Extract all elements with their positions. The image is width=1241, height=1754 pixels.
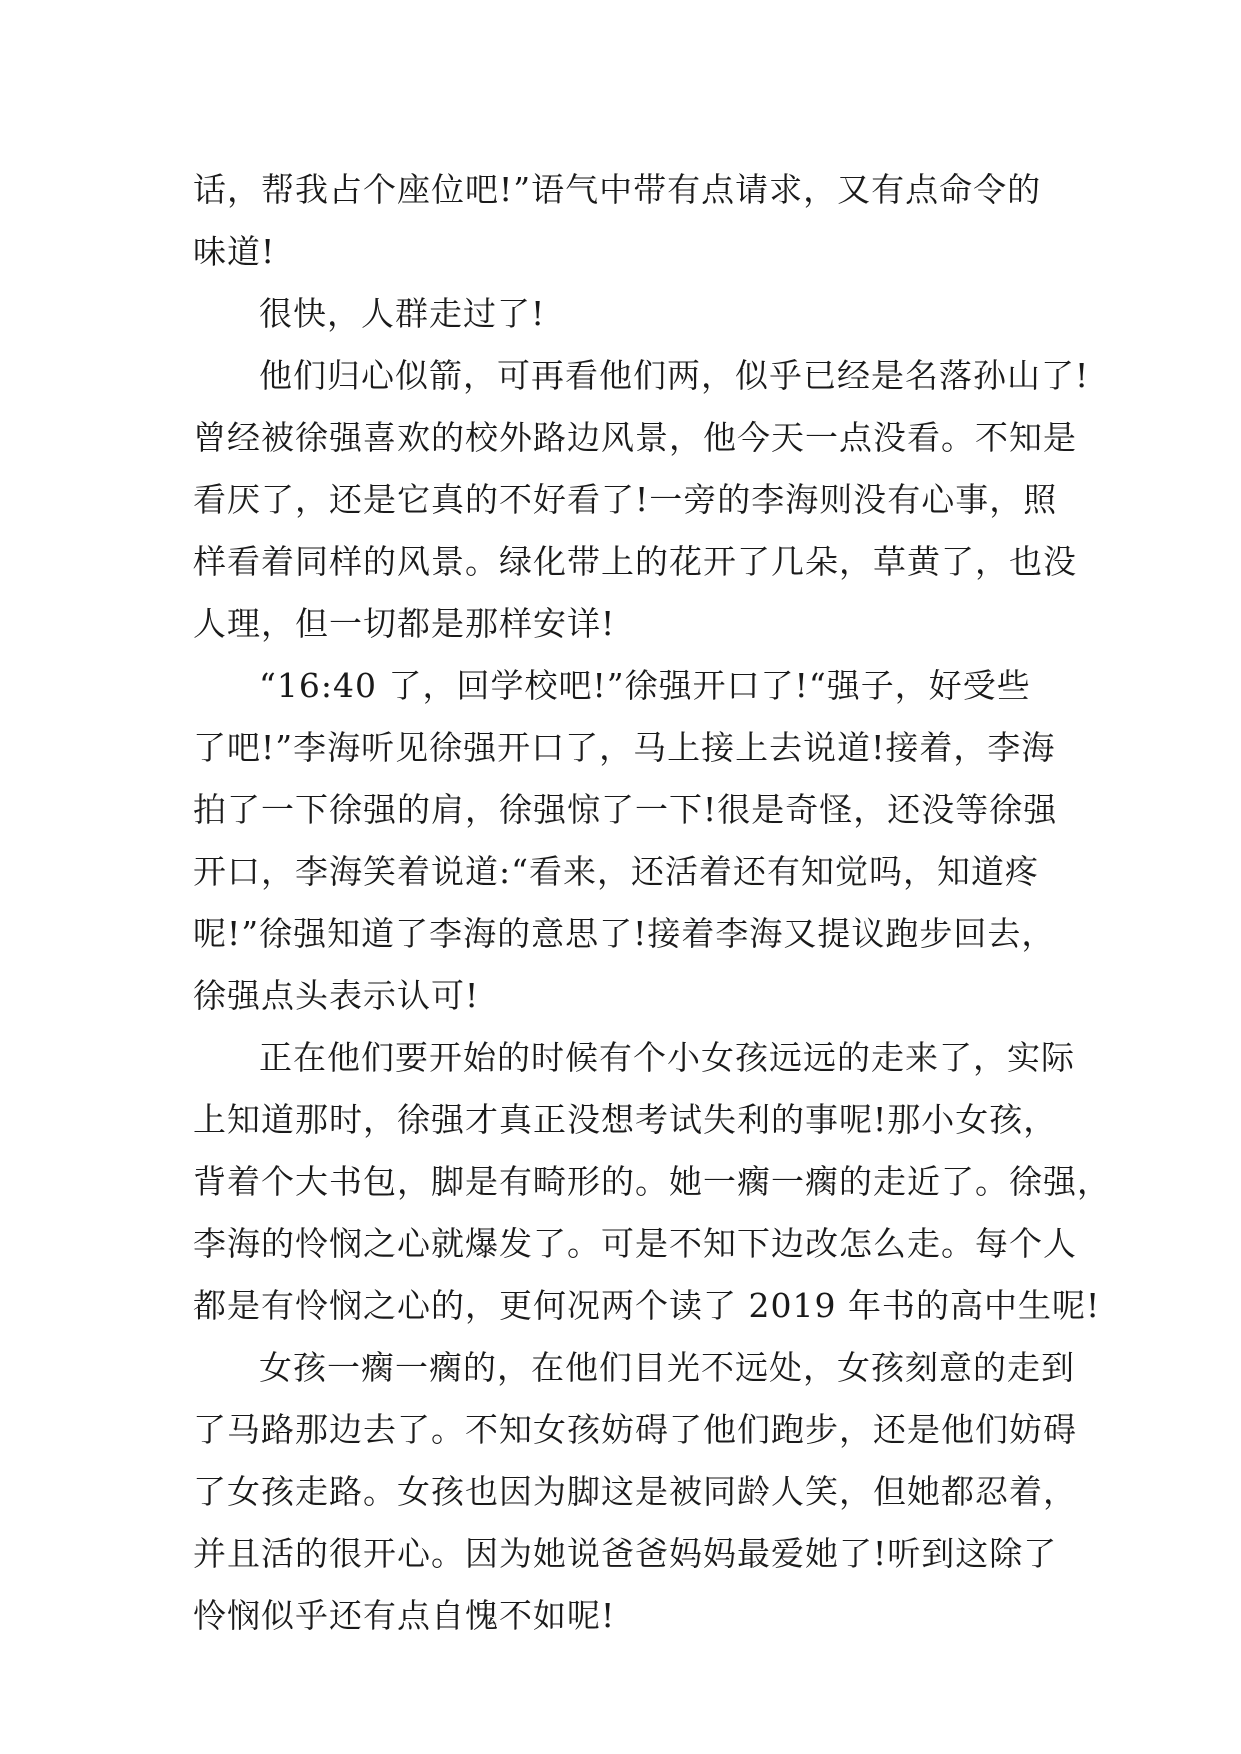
text-line: 了女孩走路。女孩也因为脚这是被同龄人笑，但她都忍着， <box>193 1472 1077 1511</box>
text-line: 样看着同样的风景。绿化带上的花开了几朵，草黄了，也没 <box>193 542 1077 581</box>
text-line: 呢!”徐强知道了李海的意思了!接着李海又提议跑步回去， <box>193 914 1056 953</box>
text-line: 了马路那边去了。不知女孩妨碍了他们跑步，还是他们妨碍 <box>193 1410 1077 1449</box>
text-line: 拍了一下徐强的肩，徐强惊了一下!很是奇怪，还没等徐强 <box>193 790 1058 829</box>
text-line: 了吧!”李海听见徐强开口了，马上接上去说道!接着，李海 <box>193 728 1056 767</box>
text-line: 徐强点头表示认可! <box>193 976 480 1015</box>
text-line: 味道! <box>193 232 276 271</box>
text-line: 都是有怜悯之心的，更何况两个读了 2019 年书的高中生呢! <box>193 1286 1101 1325</box>
text-line: 女孩一瘸一瘸的，在他们目光不远处，女孩刻意的走到 <box>259 1348 1075 1387</box>
text-line: 很快，人群走过了! <box>259 294 546 333</box>
text-line: 怜悯似乎还有点自愧不如呢! <box>193 1596 616 1635</box>
text-line: 开口，李海笑着说道:“看来，还活着还有知觉吗，知道疼 <box>193 852 1039 891</box>
document-body <box>193 159 1111 1647</box>
text-line: 他们归心似箭，可再看他们两，似乎已经是名落孙山了! <box>259 356 1090 395</box>
text-line: 人理，但一切都是那样安详! <box>193 604 616 643</box>
text-line: 话，帮我占个座位吧!”语气中带有点请求，又有点命令的 <box>193 170 1042 209</box>
text-line: 看厌了，还是它真的不好看了!一旁的李海则没有心事，照 <box>193 480 1058 519</box>
text-line: 背着个大书包，脚是有畸形的。她一瘸一瘸的走近了。徐强， <box>193 1162 1111 1201</box>
text-line: “16:40 了，回学校吧!”徐强开口了!“强子，好受些 <box>259 666 1031 705</box>
text-line: 李海的怜悯之心就爆发了。可是不知下边改怎么走。每个人 <box>193 1224 1077 1263</box>
text-line: 上知道那时，徐强才真正没想考试失利的事呢!那小女孩， <box>193 1100 1058 1139</box>
text-line: 正在他们要开始的时候有个小女孩远远的走来了，实际 <box>259 1038 1075 1077</box>
text-line: 曾经被徐强喜欢的校外路边风景，他今天一点没看。不知是 <box>193 418 1077 457</box>
text-line: 并且活的很开心。因为她说爸爸妈妈最爱她了!听到这除了 <box>193 1534 1058 1573</box>
